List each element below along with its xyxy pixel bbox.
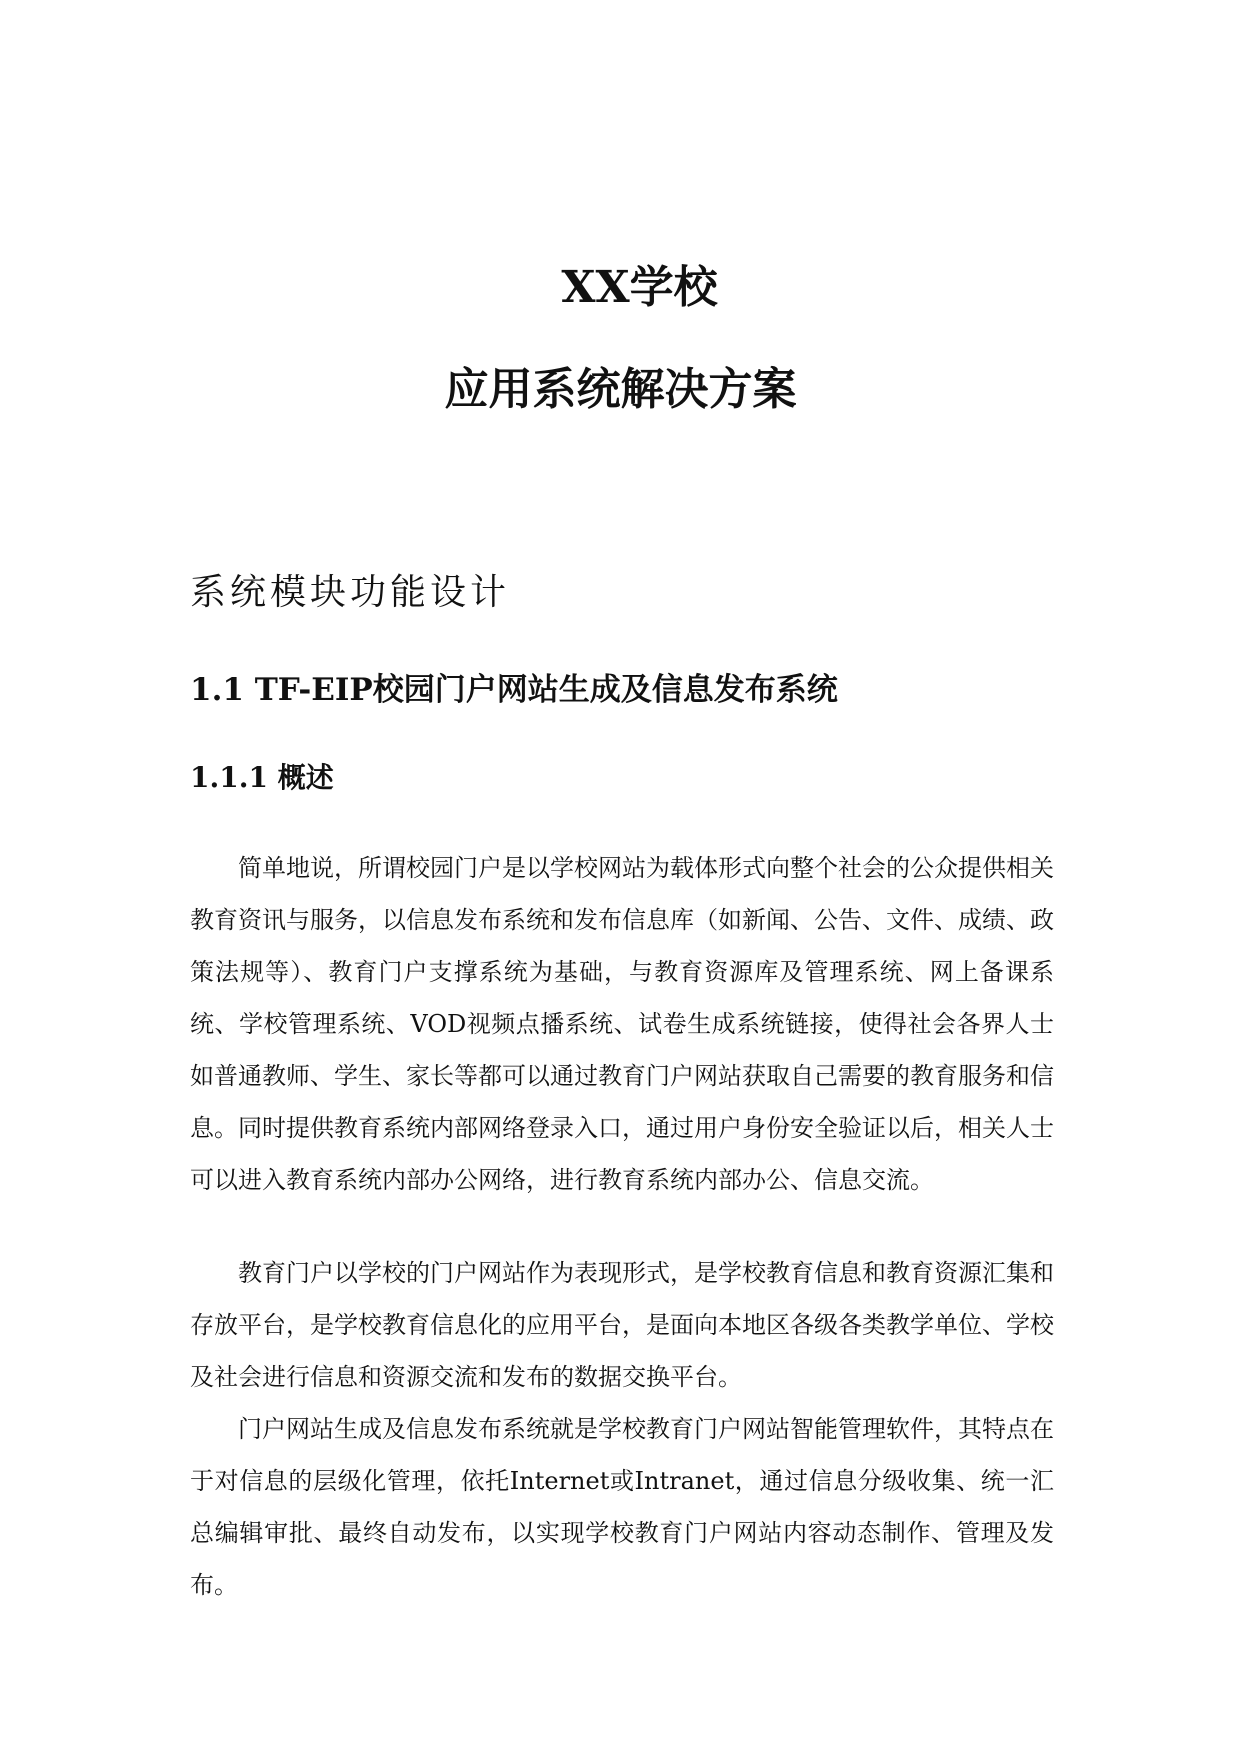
section-heading-level1: 系统模块功能设计	[190, 572, 511, 613]
section-heading-1-1: 1.1 TF-EIP校园门户网站生成及信息发布系统	[190, 672, 838, 708]
section-heading-1-1-1: 1.1.1 概述	[190, 761, 334, 794]
document-title-line2: 应用系统解决方案	[444, 364, 797, 415]
paragraph-overview: 简单地说，所谓校园门户是以学校网站为载体形式向整个社会的公众提供相关教育资讯与服务，以信息发布系统和发布信息库（如新闻、公告、文件、成绩、政策法规等）、教育门户支撑系统为基础，与教育资源库及管理系统、网上备课系统、学校管理系统、VOD视频点播系统、试卷生成系统链接，使得社会各界人士如普通教师、学生、家长等都可以通过教育门户网站获取自己需要的教育服务和信息。同时提供教育系统内部网络登录入口，通过用户身份安全验证以后，相关人士可以进入教育系统内部办公网络，进行教育系统内部办公、信息交流。	[190, 854, 1054, 1194]
paragraph-publishing-system: 门户网站生成及信息发布系统就是学校教育门户网站智能管理软件，其特点在于对信息的层级化管理，依托Internet或Intranet，通过信息分级收集、统一汇总编辑审批、最终自动发布，以实现学校教育门户网站内容动态制作、管理及发布。	[190, 1415, 1054, 1599]
paragraph-portal-platform: 教育门户以学校的门户网站作为表现形式，是学校教育信息和教育资源汇集和存放平台，是学校教育信息化的应用平台，是面向本地区各级各类教学单位、学校及社会进行信息和资源交流和发布的数据交换平台。	[190, 1259, 1054, 1391]
document-title-line1: XX学校	[561, 262, 718, 313]
